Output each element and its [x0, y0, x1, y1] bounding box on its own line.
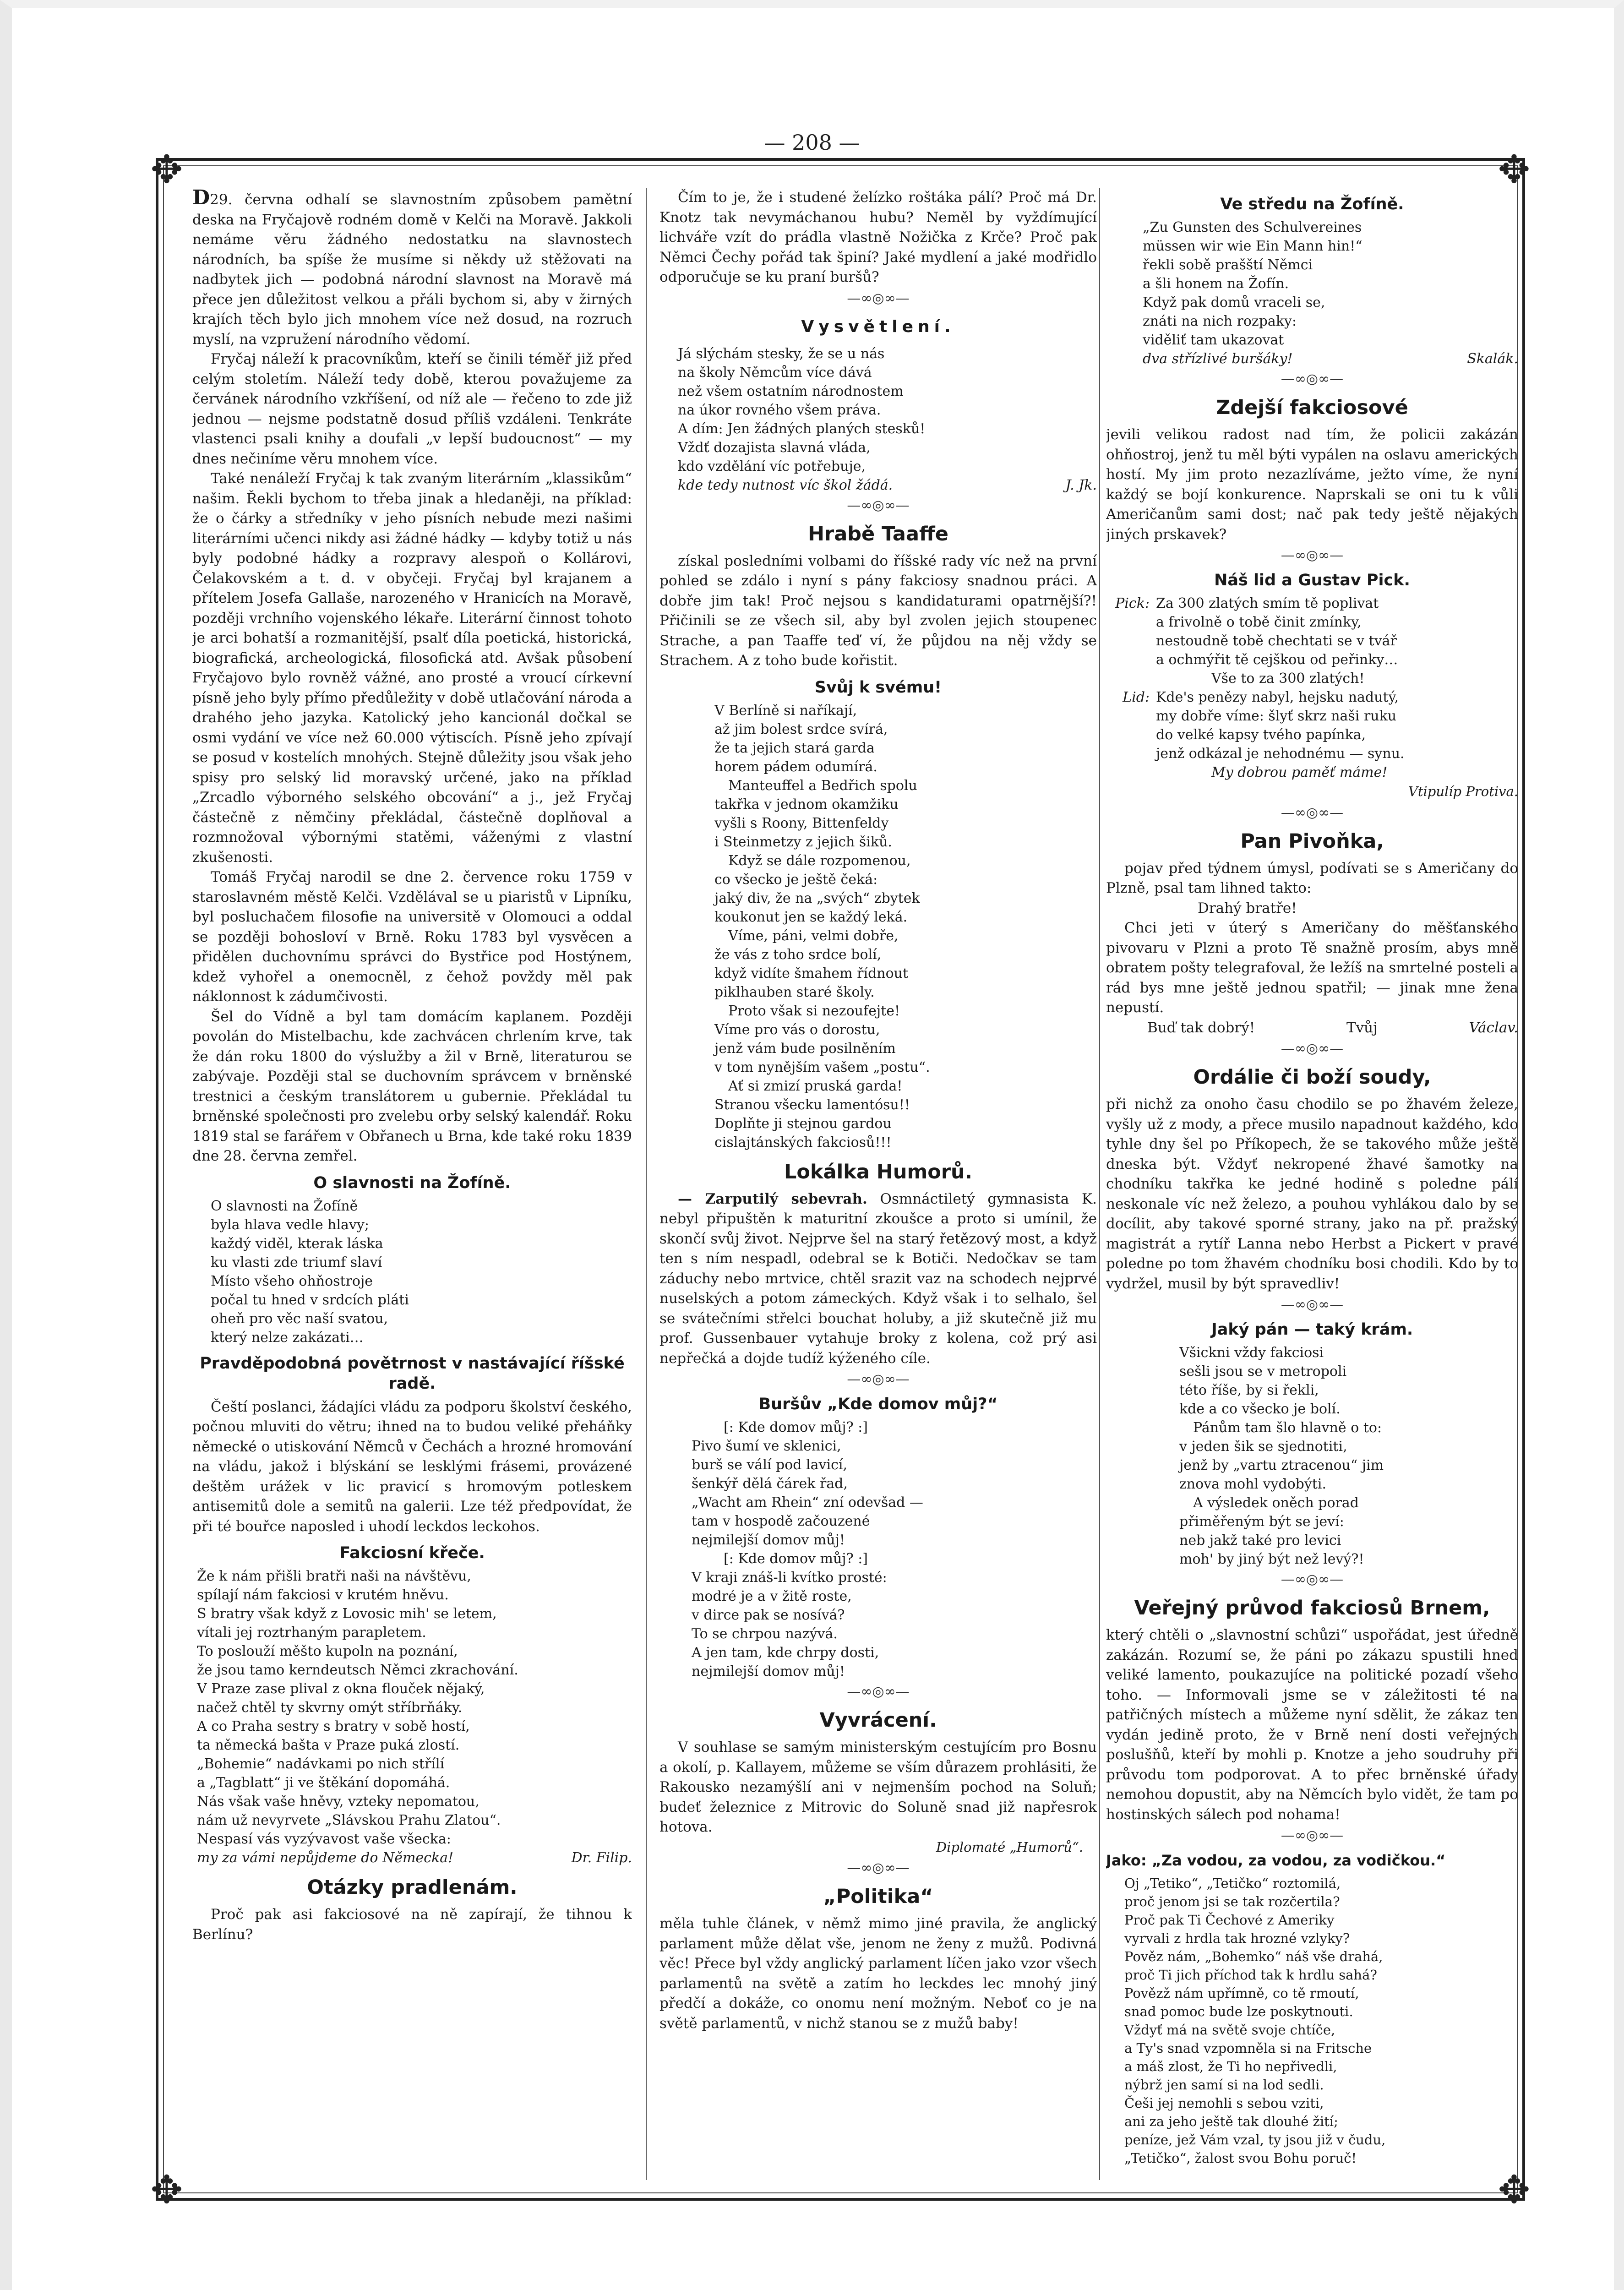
divider-ornament-icon: —∞◎∞—: [847, 497, 910, 513]
speaker-label: Pick:: [1115, 595, 1150, 611]
corner-ornament-icon: ✥: [150, 147, 183, 192]
article-hrabe-taaffe: získal posledními volbami do říšské rady víc než na první pohled se zdálo i nyní s pány fakciosy snadnou práci. A dobře jim tak! Proč nejsou s kandidaturami opatrnější?! Přičinili se ze všech sil, aby byl zvolen jejich stoupenec Strache, a pan Taaffe teď ví, že půjdou na něj vždy se Strachem. A z toho bude kořistit.: [659, 552, 1097, 669]
corner-ornament-icon: ✥: [1498, 2167, 1531, 2212]
article-otazky-intro: Proč pak asi fakciosové na ně zapírají, že tihnou k Berlínu?: [192, 1906, 632, 1943]
heading-ordalie: Ordálie či boží soudy,: [1193, 1066, 1431, 1089]
divider-ornament-icon: —∞◎∞—: [847, 1860, 910, 1876]
subheading-sebevrah: — Zarputilý sebevrah.: [678, 1190, 867, 1207]
drop-cap: D: [192, 188, 210, 209]
column-2: [659, 188, 1097, 2180]
divider-ornament-icon: —∞◎∞—: [1281, 804, 1344, 821]
column-rule: [1099, 188, 1100, 2180]
column-rule: [646, 188, 647, 2180]
author-signature: Diplomaté „Humorů“.: [936, 1839, 1083, 1855]
article-fryčaj-p4: Tomáš Fryčaj narodil se dne 2. července roku 1759 v staroslavném městě Kelči. Vzdělával se u piaristů v Lipníku, byl posluchačem filosofie na universitě v Olomouci a oddal se později bohosloví v Brně. Roku 1783 byl vysvěcen a přidělen duchovnímu správci do Bystřice pod Hostýnem, kdež vyhořel a onemocněl, z čehož povždy měl pak náklonnost k zádumčivosti.: [192, 869, 632, 1005]
poem-closing-line: my za vámi nepůjdeme do Německa! Dr. Filip.: [197, 1848, 632, 1867]
heading-za-vodou: Jako: „Za vodou, za vodou, za vodičkou.“: [1106, 1852, 1446, 1869]
author-signature: J. Jk.: [1065, 477, 1097, 493]
poem-bursuv-domov: [: Kde domov můj? :] Pivo šumí ve sklenici, burš se válí pod lavicí, šenkýř dělá čárek řad, „Wacht am Rhein“ zní odevšad — tam v hospodě začouzené nejmilejší domov můj! [: Kde domov můj? :] V kraji znáš-li kvítko prosté: modré je a v žitě roste, v dirce pak se nosívá? To se chrpou nazývá. A jen tam, kde chrpy dosti, nejmilejší domov můj!: [692, 1419, 923, 1679]
article-fryčaj-p5: Šel do Vídně a byl tam domácím kaplanem. Později povolán do Mistelbachu, kde zachvácen chrlením krve, tak že dán roku 1800 do výslužby a žil v Brně, literaturou se zabývaje. Později stal se duchovním správcem v brněnské trestnici a českým translátorem u gubernie. Překládal tu brněnské společnosti pro zvelebu orby selský kalendář. Roku 1819 stal se farářem v Obřanech u Brna, kde také roku 1839 dne 28. června zemřel.: [192, 1008, 632, 1164]
poem-za-vodou: Oj „Tetiko“, „Tetičko“ roztomilá, proč jenom jsi se tak rozčertila? Proč pak Ti Čechové z Ameriky vyrvali z hrdla tak hrozné vzlyky? Pověz nám, „Bohemko“ náš vše drahá, proč Ti jich příchod tak k hrdlu sahá? Povězž nám upřímně, co tě rmoutí, snad pomoc bude lze poskytnouti. Vždyť má na světě svoje chtíče, a Ty's snad vzpomněla si na Fritsche a máš zlost, že Ti ho nepřivedli, nýbrž jen samí si na lod sedli. Češi jej nemohli s sebou vziti, ani za jeho ještě tak dlouhé žití; peníze, jež Vám vzal, ty jsou již v čudu, „Tetičko“, žalost svou Bohu poruč!: [1124, 1876, 1386, 2166]
heading-hrabe-taaffe: Hrabě Taaffe: [808, 522, 948, 545]
heading-slavnost-zofin: O slavnosti na Žofíně.: [313, 1173, 511, 1192]
divider-ornament-icon: —∞◎∞—: [847, 1371, 910, 1387]
corner-ornament-icon: ✥: [150, 2167, 183, 2212]
heading-zdejsi-fakciosove: Zdejší fakciosové: [1216, 396, 1408, 419]
poem-slavnost: O slavnosti na Žofíně byla hlava vedle hlavy; každý viděl, kterak láska ku vlasti zde triumf slaví Místo všeho ohňostroje počal tu hned v srdcích pláti oheň pro věc naší svatou, který nelze zakázati…: [211, 1198, 409, 1346]
article-otazky-continued: Čím to je, že i studené želízko roštáka pálí? Proč má Dr. Knotz tak nevymáchanou hubu? Neměl by vyždímující lichváře vzít do prádla vlastně Nožička z Krče? Proč pak Němci Čechy pořád tak špiní? Jaké mydlení a jaké modřidlo odporučuje se ku praní buršů?: [659, 189, 1097, 285]
speaker-label: Lid:: [1123, 689, 1150, 705]
author-signature: Vtipulíp Protiva.: [1408, 784, 1518, 799]
column-3: [1106, 188, 1518, 2180]
heading-vyvraceni: Vyvrácení.: [819, 1709, 937, 1732]
divider-ornament-icon: —∞◎∞—: [1281, 1827, 1344, 1843]
divider-ornament-icon: —∞◎∞—: [1281, 1297, 1344, 1313]
article-pivonka-intro: pojav před týdnem úmysl, podívati se s Američany do Plzně, psal tam lihned takto:: [1106, 860, 1518, 896]
heading-ve-stredu: Ve středu na Žofíně.: [1220, 195, 1404, 213]
divider-ornament-icon: —∞◎∞—: [1281, 1571, 1344, 1587]
poem-fakciosni-krece: Že k nám přišli bratři naši na návštěvu, spílají nám fakciosi v krutém hněvu. S bratry však když z Lovosic mih' se letem, vítali jej roztrhaným parapletem. To poslouží měšto kupoln na poznání, že jsou tamo kerndeutsch Němci zkrachování. V Praze zase plival z okna flouček nějaký, načež chtěl ty skvrny omýt stříbrňáky. A co Praha sestry s bratry v sobě hostí, ta německá bašta v Praze puká zlostí. „Bohemie“ nadávkami po nich střílí a „Tagblatt“ ji ve štěkání dopomáhá. Nás však vaše hněvy, vztеky nepomatou, nám už nevyrvete „Slávskou Prahu Zlatou“. Nespasí vás vyzývavost vaše všecka: my za vámi nepůjdeme do Německa! Dr. Filip.: [192, 1567, 632, 1867]
poem-jaky-pan: Všickni vždy fakciosi sešli jsou se v metropoli této říše, by si řekli, kde a co všecko je bolí. Pánům tam šlo hlavně o to: v jeden šik se sjednotiti, jenž by „vartu ztracenou“ jim znova mohl vydobýti. A výsledek oněch porad přiměřeným být se jeví: neb jakž také pro levici moh' by jiný být než levý?!: [1179, 1345, 1384, 1567]
author-signature: Dr. Filip.: [571, 1850, 632, 1866]
heading-vysvetleni: Vysvětlení.: [801, 317, 955, 336]
heading-verejny-pruvod: Veřejný průvod fakciosů Brnem,: [1134, 1597, 1490, 1619]
divider-ornament-icon: —∞◎∞—: [1281, 371, 1344, 387]
article-verejny-pruvod: který chtěli o „slavnostní schůzi“ uspořádat, jest úředně zakázán. Rozumí se, že páni po zákazu spustili hned veliké lamento, poukazujíce na politické pozadí všeho toho. — Informovali jsme se v záležitosti té na patřičných místech a můžeme nyní sdělit, že zákaz ten vydán jedině proto, že v Brně není dosti veřejných poslušňů, kteří by mohli p. Knotze a jeho soudruhy při průvodu tom podporovat. A to přec brněnské úřady nemohou dopustit, aby na Němcích bylo vidět, že tam po hostinských sálech pod nohama!: [1106, 1627, 1518, 1823]
page-number: — 208 —: [764, 130, 860, 155]
poem-ve-stredu: „Zu Gunsten des Schulvereines müssen wir wie Ein Mann hin!“ řekli sobě prašští Němci a šli honem na Žofín. Když pak domů vraceli se, znáti na nich rozpaky: viděliť tam ukazovat dva střízlivé buršáky! Skalák.: [1106, 218, 1518, 368]
heading-svuj-k-svemu: Svůj k svému!: [814, 678, 942, 697]
letter-salutation: Drahý bratře!: [1198, 900, 1297, 916]
article-politika: měla tuhle článek, v němž mimo jiné pravila, že anglický parlament může dělat vše, jenom ne ženy z mužů. Podivná věc! Přece byl vždy anglický parlament líčen jako vzor všech parlamentů na světě a zatím ho leckdes lec mnohý jiný předčí a dokáže, co onomu není možným. Neboť co je na světě parlamentů, v nichž stanou se z mužů baby!: [659, 1915, 1097, 2032]
divider-ornament-icon: —∞◎∞—: [847, 1684, 910, 1700]
poem-vysvetleni: Já slýchám stesky, že se u nás na školy Němcům více dává než všem ostatním národnostem na úkor rovného všem práva. A dím: Jen žádných planých stesků! Vždť dozajista slavná vláda, kdo vzdělání víc potřebuje, kde tedy nutnost víc škol žádá. J. Jk.: [659, 344, 1097, 495]
poem-svuj-k-svemu: V Berlíně si naříkají, až jim bolest srdce svírá, že ta jejich stará garda horem pádem odumírá. Manteuffel a Bedřich spolu takřka v jednom okamžiku vyšli s Roony, Bittenfeldy i Steinmetzy z jejich šiků. Když se dále rozpomenou, co všecko je ještě čeká: jaký div, že na „svých“ zbytek koukonut jen se každý leká. Víme, páni, velmi dobře, že vás z toho srdce bolí, když vidíte šmahem řídnout piklhauben staré školy. Proto však si nezoufejte! Víme pro vás o dorostu, jenž vám bude posilněním v tom nynějším vašem „postu“. Ať si zmizí pruská garda! Stranou všecku lamentósu!! Doplňte ji stejnou gardou cislajtánských fakciosů!!!: [714, 702, 930, 1150]
heading-otazky-pradlenam: Otázky pradlenám.: [307, 1876, 518, 1899]
letter-closing: Buď tak dobrý! Tvůj Václav.: [1106, 1018, 1518, 1038]
article-zdejsi-fakciosove: jevili velikou radost nad tím, že policii zakázán ohňostroj, jenž tu měl býti vypálen na oslavu amerických hostí. My jim proto nezazlíváme, ježto víme, že nyní každý se bojí konkurence. Naprskali se oni tu k vůli Američanům sami dost; nač pak tedy ještě nějakých jiných prskavek?: [1106, 426, 1518, 543]
article-fryčaj-p3: Také nenáleží Fryčaj k tak zvaným literárním „klassikům“ našim. Řekli bychom to třeba jinak a hledaněji, na příklad: že o čárky a středníky v jeho písních nebude mezi našimi literárními učenci nikdy asi žádné hádky — kdyby totiž u nás byly podobné hádky a rozpravy alespoň o Kollárovi, Čelakovském a t. d. v obyčeji. Fryčaj byl krajanem a přítelem Josefa Gallaše, narozeného v Hranicích na Moravě, později vrchního vojenského lékaře. Literární činnost tohoto je arci bohatší a rozmanitější, psalť díla poetická, historická, biografická, archeologická, filosofická atd. Avšak působení Fryčajovo bylo rovněž vážné, ano prosté a vroucí církevní písně jeho byly přímo předůležity v době utlačování národa a drahého jeho jazyka. Katolický jeho kancionál dočkal se osmi vydání ve více než 60.000 výtiscích. Písně jeho zpívají se posud v kostelích mnohých. Stejně důležity jsou však jeho spisy pro selský lid moravský určené, jako na příklad „Zrcadlo výborného selského obcování“ a j., jež Fryčaj částečně z němčiny překládal, částečně doplňoval a rozmnožoval výbornými statěmi, váženými z vlastní zkušenosti.: [192, 470, 632, 866]
article-sebevrah: — Zarputilý sebevrah. Osmnáctiletý gymnasista K. nebyl připuštěn k maturitní zkoušce a proto si umínil, že skončí svůj život. Nejprve šel na starý řetězový most, a když ten s ním nespadl, odebral se k Botiči. Nedočkav se tam záduchy nebo mrtvice, chtěl srazit vaz na schodech nejprvé nuselských a potom zámeckých. Když však i to selhalo, šel se svátečními střelci bouchat holuby, a již skutečně již mu prof. Gussenbauer vytahuje broky z kolena, což prý asi nepřečká a dojde tudíž kýženého cíle.: [659, 1190, 1097, 1367]
heading-povetrnost: Pravděpodobná povětrnost v nastávající říšské radě.: [200, 1354, 625, 1393]
divider-ornament-icon: —∞◎∞—: [1281, 1041, 1344, 1057]
divider-ornament-icon: —∞◎∞—: [847, 290, 910, 306]
dialog-nas-lid: Pick: Za 300 zlatých smím tě poplivat a frivolně o tobě činit zmínky, nestoudně tobě chechtati se v tvář a ochmýřit tě cejškou od peřinky… Vše to za 300 zlatých! Lid: Kde's penězy nabyl, hejsku nadutý, my dobře víme: šlyť skrz naši ruku do velké kapsy tvého papínka, jenž odkázal je nehodnému — synu. My dobrou paměť máme!: [1106, 594, 1518, 782]
heading-pan-pivonka: Pan Pivoňka,: [1240, 829, 1384, 853]
heading-politika: „Politika“: [823, 1885, 933, 1908]
author-signature: Skalák.: [1467, 351, 1518, 367]
divider-ornament-icon: —∞◎∞—: [1281, 547, 1344, 563]
article-povetrnost: Čeští poslanci, žádajíci vládu za podporu školství českého, počnou mluviti do větru; ihned na to budou veliké přeháňky německé o utiskování Němců v Čechách a hrozné hromování na vládu, jakož i blýskání se lesklými frásemi, provázené deštěm urážek v lic pravicí s hromovým potleskem antisemitů dole a semitů na galerii. Lze též předpovídat, že při té bouřce naposled i uhodí leckdos leckohos.: [192, 1398, 632, 1535]
letter-body: Chci jeti v úterý s Američany do měšťanského pivovaru v Plzni a proto Tě snažně prosím, abys mně obratem pošty telegrafoval, že ležíš na smrtelné posteli a rád bys mne ještě jednou spatřil; — jinak mne žena nepustí.: [1106, 920, 1518, 1016]
heading-jaky-pan: Jaký pán — taký krám.: [1211, 1320, 1413, 1339]
heading-lokalka-humoru: Lokálka Humorů.: [784, 1160, 972, 1183]
article-vyvraceni: V souhlase se samým ministerským cestujícím pro Bosnu a okolí, p. Kallayem, můžeme se vším důrazem prohlásiti, že Rakousko nezamýšlí ani v nejmenším pochod na Soluň; budeť železnice z Mitrovic do Soluně snad již napřesrok hotova.: [659, 1739, 1097, 1835]
heading-nas-lid: Náš lid a Gustav Pick.: [1214, 571, 1410, 589]
corner-ornament-icon: ✥: [1498, 147, 1531, 192]
column-1: [192, 188, 632, 2180]
article-fryčaj-p2: Fryčaj náleží k pracovníkům, kteří se činili téměř již před celým stoletím. Náleží tedy době, kterou považujeme za červánek národního vzkříšení, od níž ale — řečeno to zde již jednou — nejsme podstatně dosud příliš vzdáleni. Tenkráte vlastenci psali knihy a doufali „v lepší budoucnost“ — my dnes nečiníme věru mnohem více.: [192, 351, 632, 467]
heading-bursuv-domov: Buršův „Kde domov můj?“: [758, 1395, 998, 1413]
article-fryčaj-p1: D29. června odhalí se slavnostním způsobem pamětní deska na Fryčajově rodném domě v Kelči na Moravě. Jakkoli nemáme věru žádného nedostatku na slavnostech národních, ba spíše že musíme si někdy už stěžovati na nadbytek jich — podobná národní slavnost na Moravě má přece jen důležitost velkou a přáli bychom si, aby v žirných krajích těch bylo jich mnohem více než dosud, na rozruch myslí, na vzpružení národního vědomí.: [192, 188, 632, 349]
article-ordalie: při nichž za onoho času chodilo se po žhavém železe, vyšly už z mody, a přece musilo napadnout každého, kdo tyhle dny šel po Příkopech, že se takového může ještě dneska být. Vždyť nekropené žhavé šamotky na chodníku takřka ke jedné hodině s poledne pálí neskonale víc než železo, a pouhou vyhlákou dalo by se docílit, aby takové sporné strany, jako na př. pražský magistrát a rytíř Lanna nebo Herbst a Pickert v pravé poledne po tom žhavém chodníku bosi chodili. Kdo by to vydržel, musil by být spravedliv!: [1106, 1096, 1518, 1292]
author-signature: Václav.: [1469, 1019, 1518, 1036]
heading-fakciosni-krece: Fakciosní křeče.: [339, 1544, 485, 1562]
